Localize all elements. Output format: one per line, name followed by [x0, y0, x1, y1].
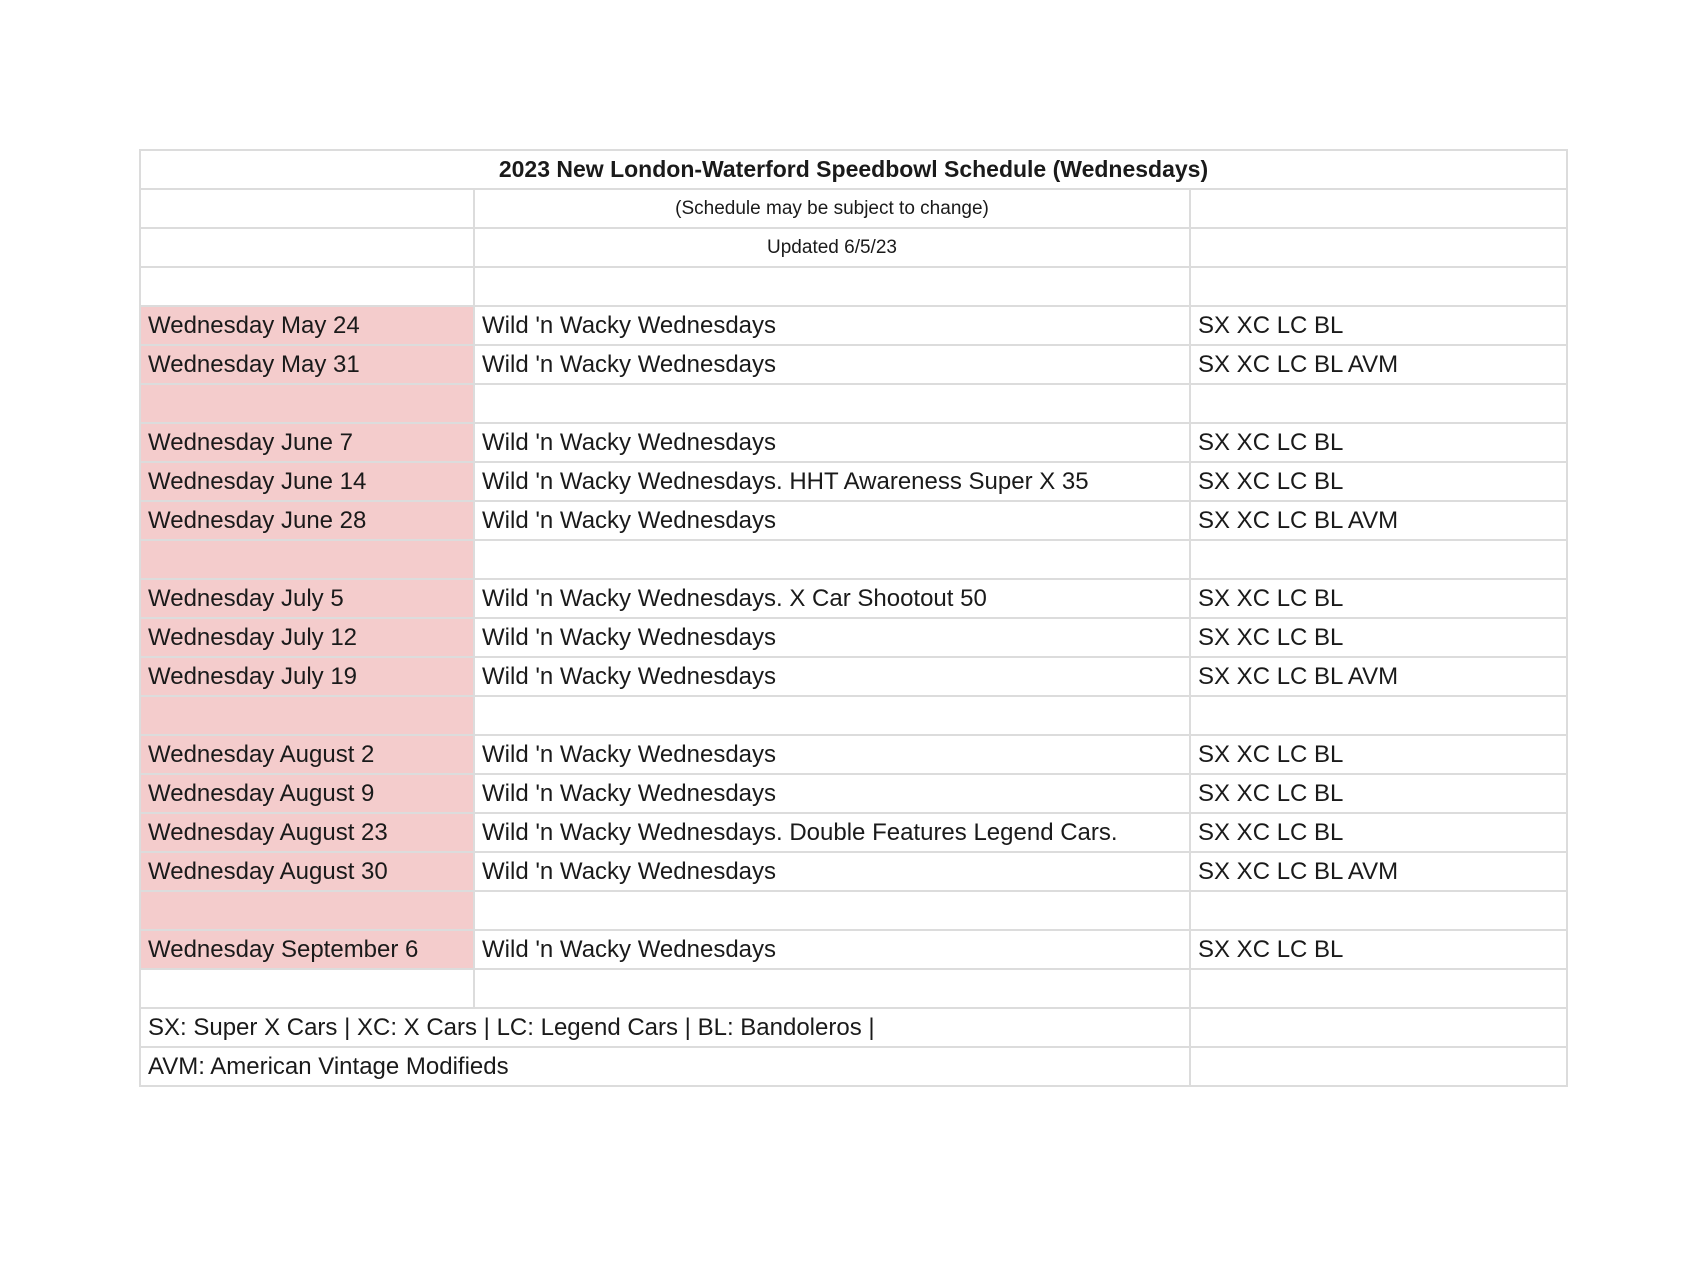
event-cell: Wild 'n Wacky Wednesdays — [474, 618, 1190, 657]
schedule-gap-row — [140, 696, 1567, 735]
spacer-row — [140, 267, 1567, 306]
empty-cell — [140, 228, 474, 267]
date-cell: Wednesday August 2 — [140, 735, 474, 774]
event-cell: Wild 'n Wacky Wednesdays — [474, 774, 1190, 813]
date-cell: Wednesday June 7 — [140, 423, 474, 462]
empty-cell — [1190, 189, 1567, 228]
event-cell — [474, 384, 1190, 423]
schedule-gap-row — [140, 540, 1567, 579]
date-cell — [140, 540, 474, 579]
date-cell — [140, 891, 474, 930]
schedule-subtitle: (Schedule may be subject to change) — [474, 189, 1190, 228]
classes-cell: SX XC LC BL — [1190, 735, 1567, 774]
subtitle-row — [140, 189, 1567, 228]
event-cell — [474, 540, 1190, 579]
schedule-title: 2023 New London-Waterford Speedbowl Schedule (Wednesdays) — [140, 150, 1567, 189]
title-row — [140, 150, 1567, 189]
schedule-row — [140, 813, 1567, 852]
event-cell: Wild 'n Wacky Wednesdays — [474, 930, 1190, 969]
event-cell — [474, 696, 1190, 735]
legend-text: SX: Super X Cars | XC: X Cars | LC: Legend Cars | BL: Bandoleros | — [140, 1008, 1190, 1047]
empty-cell — [140, 267, 474, 306]
event-cell: Wild 'n Wacky Wednesdays — [474, 306, 1190, 345]
schedule-row — [140, 657, 1567, 696]
date-cell: Wednesday July 19 — [140, 657, 474, 696]
classes-cell: SX XC LC BL — [1190, 462, 1567, 501]
schedule-gap-row — [140, 891, 1567, 930]
schedule-row — [140, 501, 1567, 540]
schedule-sheet — [139, 149, 1568, 1087]
legend-row — [140, 1047, 1567, 1086]
classes-cell — [1190, 891, 1567, 930]
updated-row — [140, 228, 1567, 267]
empty-cell — [1190, 267, 1567, 306]
empty-cell — [140, 969, 474, 1008]
date-cell: Wednesday August 9 — [140, 774, 474, 813]
date-cell — [140, 696, 474, 735]
schedule-row — [140, 735, 1567, 774]
date-cell: Wednesday July 5 — [140, 579, 474, 618]
classes-cell — [1190, 384, 1567, 423]
date-cell — [140, 384, 474, 423]
classes-cell — [1190, 540, 1567, 579]
empty-cell — [1190, 1008, 1567, 1047]
classes-cell: SX XC LC BL AVM — [1190, 501, 1567, 540]
schedule-row — [140, 306, 1567, 345]
schedule-row — [140, 618, 1567, 657]
event-cell: Wild 'n Wacky Wednesdays — [474, 735, 1190, 774]
classes-cell: SX XC LC BL — [1190, 423, 1567, 462]
empty-cell — [1190, 969, 1567, 1008]
schedule-row — [140, 462, 1567, 501]
schedule-row — [140, 579, 1567, 618]
classes-cell: SX XC LC BL — [1190, 813, 1567, 852]
event-cell: Wild 'n Wacky Wednesdays — [474, 423, 1190, 462]
empty-cell — [1190, 1047, 1567, 1086]
legend-row — [140, 1008, 1567, 1047]
date-cell: Wednesday May 24 — [140, 306, 474, 345]
updated-date: Updated 6/5/23 — [474, 228, 1190, 267]
event-cell: Wild 'n Wacky Wednesdays — [474, 345, 1190, 384]
schedule-gap-row — [140, 384, 1567, 423]
schedule-row — [140, 852, 1567, 891]
date-cell: Wednesday June 14 — [140, 462, 474, 501]
event-cell: Wild 'n Wacky Wednesdays. HHT Awareness Super X 35 — [474, 462, 1190, 501]
event-cell: Wild 'n Wacky Wednesdays — [474, 501, 1190, 540]
spacer-row — [140, 969, 1567, 1008]
date-cell: Wednesday September 6 — [140, 930, 474, 969]
empty-cell — [474, 969, 1190, 1008]
empty-cell — [140, 189, 474, 228]
date-cell: Wednesday May 31 — [140, 345, 474, 384]
empty-cell — [474, 267, 1190, 306]
schedule-row — [140, 345, 1567, 384]
date-cell: Wednesday July 12 — [140, 618, 474, 657]
schedule-row — [140, 774, 1567, 813]
date-cell: Wednesday June 28 — [140, 501, 474, 540]
schedule-body — [140, 150, 1567, 1086]
classes-cell: SX XC LC BL AVM — [1190, 345, 1567, 384]
event-cell: Wild 'n Wacky Wednesdays. X Car Shootout 50 — [474, 579, 1190, 618]
schedule-row — [140, 930, 1567, 969]
classes-cell: SX XC LC BL — [1190, 579, 1567, 618]
classes-cell: SX XC LC BL — [1190, 306, 1567, 345]
empty-cell — [1190, 228, 1567, 267]
event-cell: Wild 'n Wacky Wednesdays. Double Features Legend Cars. — [474, 813, 1190, 852]
event-cell: Wild 'n Wacky Wednesdays — [474, 657, 1190, 696]
classes-cell — [1190, 696, 1567, 735]
classes-cell: SX XC LC BL — [1190, 618, 1567, 657]
legend-text: AVM: American Vintage Modifieds — [140, 1047, 1190, 1086]
classes-cell: SX XC LC BL AVM — [1190, 852, 1567, 891]
classes-cell: SX XC LC BL — [1190, 930, 1567, 969]
classes-cell: SX XC LC BL — [1190, 774, 1567, 813]
event-cell — [474, 891, 1190, 930]
classes-cell: SX XC LC BL AVM — [1190, 657, 1567, 696]
event-cell: Wild 'n Wacky Wednesdays — [474, 852, 1190, 891]
date-cell: Wednesday August 30 — [140, 852, 474, 891]
date-cell: Wednesday August 23 — [140, 813, 474, 852]
schedule-row — [140, 423, 1567, 462]
